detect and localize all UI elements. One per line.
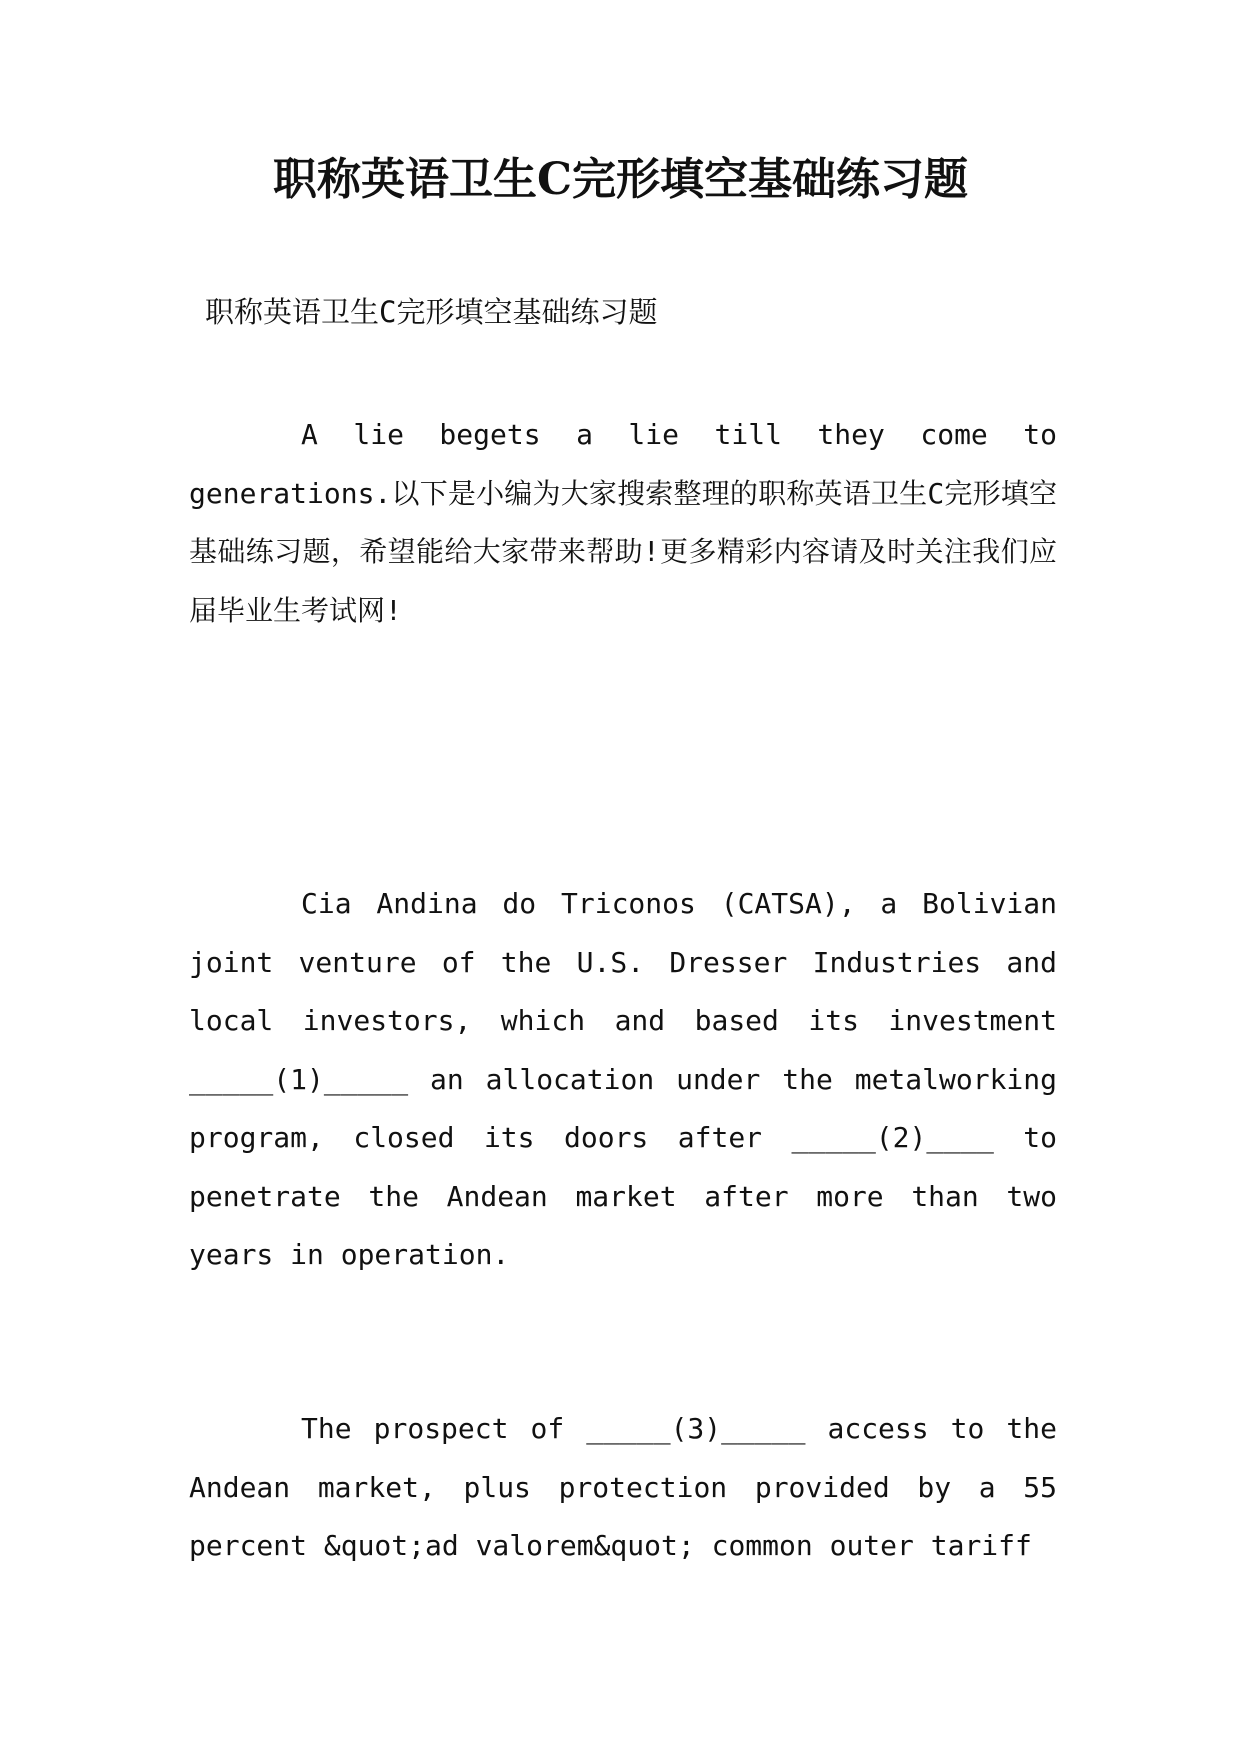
document-subtitle: 职称英语卫生C完形填空基础练习题 (205, 295, 658, 329)
page-title: 职称英语卫生C完形填空基础练习题 (272, 154, 969, 205)
cloze-paragraph-2: The prospect of _____(3)_____ access to the Andean market, plus protection provided by a 55 percent &quot;ad valorem&quot; common outer tariff (189, 1412, 1057, 1562)
intro-paragraph: A lie begets a lie till they come to generations.以下是小编为大家搜索整理的职称英语卫生C完形填空基础练习题，希望能给大家带来帮助!更多精彩内容请及时关注我们应届毕业生考试网! (189, 418, 1057, 627)
cloze-paragraph-1: Cia Andina do Triconos (CATSA), a Bolivian joint venture of the U.S. Dresser Industries and local investors, which and based its investment _____(1)_____ an allocation under the metalworking program, closed its doors after _____(2)____ to penetrate the Andean market after more than two years in operation. (189, 887, 1057, 1271)
